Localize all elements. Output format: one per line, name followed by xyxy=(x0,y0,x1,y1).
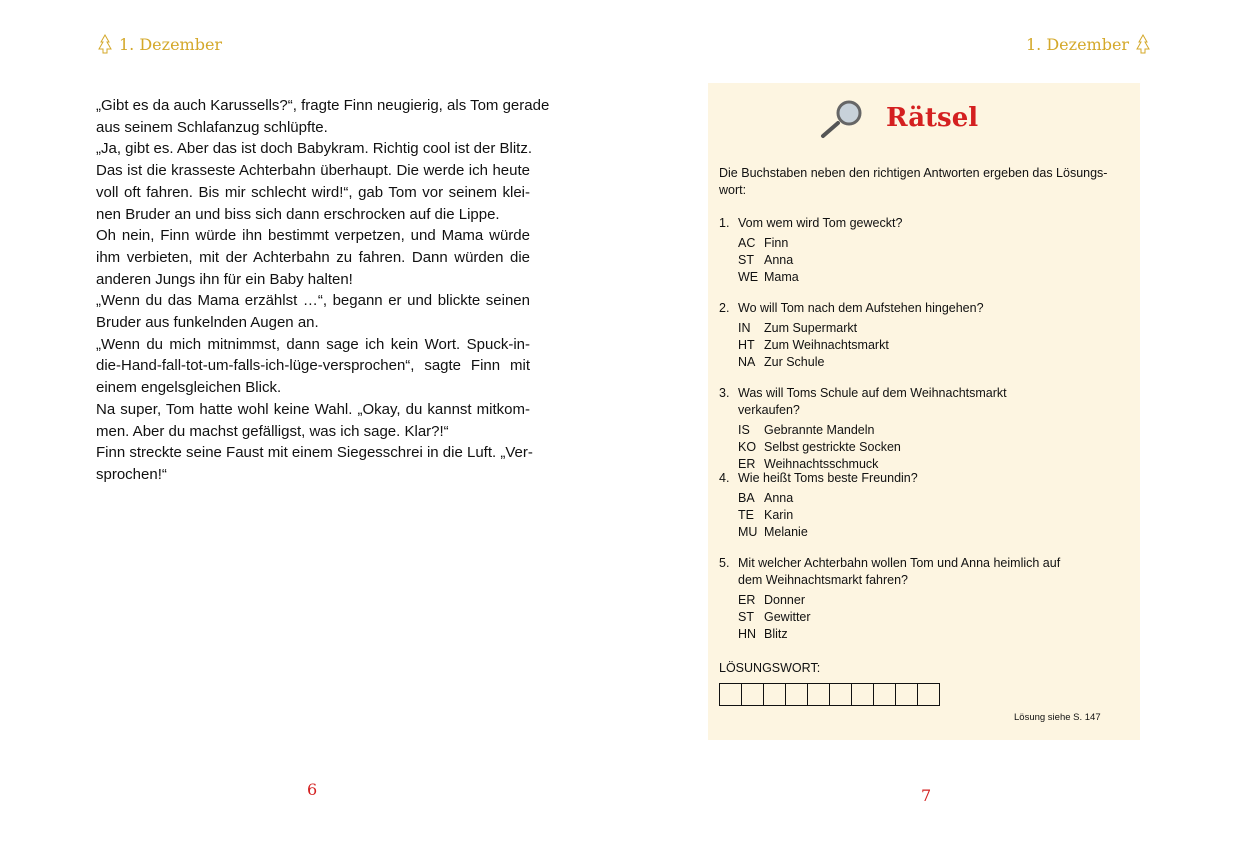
text-line: die-Hand-fall-tot-um-falls-ich-lüge-versprochen“, sagte Finn mit xyxy=(96,357,530,375)
question xyxy=(719,470,1129,541)
question-text: Wo will Tom nach dem Aufstehen hingehen? xyxy=(738,301,984,315)
answer-option xyxy=(719,626,1129,643)
text-line: sprochen!“ xyxy=(96,465,167,483)
left-header-text: 1. Dezember xyxy=(119,34,223,54)
option-code: ER xyxy=(738,593,756,607)
question-number: 1. xyxy=(719,216,730,230)
left-header xyxy=(97,34,222,54)
option-text: Selbst gestrickte Socken xyxy=(764,440,901,454)
text-line: „Wenn du das Mama erzählst …“, begann er und blickte seinen xyxy=(96,292,530,310)
option-text: Weihnachtsschmuck xyxy=(764,457,879,471)
answer-label: LÖSUNGSWORT: xyxy=(719,661,821,675)
option-text: Donner xyxy=(764,593,805,607)
option-text: Anna xyxy=(764,253,794,267)
option-text: Zur Schule xyxy=(764,355,825,369)
answer-option xyxy=(719,609,1129,626)
option-code: ST xyxy=(738,253,754,267)
answer-box[interactable] xyxy=(852,684,874,705)
right-header xyxy=(1026,34,1151,54)
answer-option xyxy=(719,320,1129,337)
text-line: men. Aber du machst gefälligst, was ich sage. Klar?!“ xyxy=(96,422,449,440)
answer-option xyxy=(719,337,1129,354)
puzzle-title: Rätsel xyxy=(886,103,979,133)
page-number-left: 6 xyxy=(307,780,318,799)
text-line: nen Bruder an und biss sich dann erschrocken auf die Lippe. xyxy=(96,205,500,223)
option-text: Blitz xyxy=(764,627,788,641)
text-line: voll oft fahren. Bis mir schlecht wird!“, gab Tom vor seinem klei- xyxy=(96,183,530,201)
question xyxy=(719,385,1129,473)
option-code: ST xyxy=(738,610,754,624)
option-text: Anna xyxy=(764,491,794,505)
question-number: 2. xyxy=(719,301,730,315)
option-code: NA xyxy=(738,355,756,369)
answer-option xyxy=(719,592,1129,609)
option-code: WE xyxy=(738,270,759,284)
text-line: einem engelsgleichen Blick. xyxy=(96,379,282,397)
puzzle-intro: Die Buchstaben neben den richtigen Antworten ergeben das Lösungs- wort: xyxy=(719,166,1108,197)
magnifier-icon xyxy=(818,99,866,141)
answer-box[interactable] xyxy=(764,684,786,705)
option-code: HT xyxy=(738,338,755,352)
option-text: Melanie xyxy=(764,525,808,539)
question-number: 3. xyxy=(719,386,730,400)
option-text: Zum Weihnachtsmarkt xyxy=(764,338,889,352)
answer-box[interactable] xyxy=(830,684,852,705)
answer-box[interactable] xyxy=(808,684,830,705)
option-text: Gewitter xyxy=(764,610,811,624)
answer-box[interactable] xyxy=(918,684,940,705)
answer-option xyxy=(719,422,1129,439)
option-code: KO xyxy=(738,440,757,454)
text-line: anderen Jungs ihn für ein Baby halten! xyxy=(96,270,353,288)
text-line: Na super, Tom hatte wohl keine Wahl. „Okay, du kannst mitkom- xyxy=(96,400,530,418)
answer-option xyxy=(719,490,1129,507)
option-code: IN xyxy=(738,321,751,335)
question-text: Was will Toms Schule auf dem Weihnachtsmarkt verkaufen? xyxy=(738,386,1007,417)
text-line: „Wenn du mich mitnimmst, dann sage ich kein Wort. Spuck-in- xyxy=(96,335,530,353)
tree-icon xyxy=(97,34,113,54)
answer-box[interactable] xyxy=(896,684,918,705)
question-text: Mit welcher Achterbahn wollen Tom und Anna heimlich auf dem Weihnachtsmarkt fahren? xyxy=(738,556,1061,587)
question-text: Wie heißt Toms beste Freundin? xyxy=(738,471,918,485)
question xyxy=(719,300,1129,371)
answer-option xyxy=(719,235,1129,252)
puzzle-box xyxy=(708,83,1140,740)
option-text: Zum Supermarkt xyxy=(764,321,858,335)
question-number: 4. xyxy=(719,471,730,485)
question xyxy=(719,555,1129,643)
option-code: BA xyxy=(738,491,755,505)
story-text xyxy=(96,95,550,486)
question-number: 5. xyxy=(719,556,730,570)
option-code: TE xyxy=(738,508,754,522)
option-text: Finn xyxy=(764,236,789,250)
answer-box[interactable] xyxy=(742,684,764,705)
option-code: HN xyxy=(738,627,757,641)
text-line: Bruder aus funkelnden Augen an. xyxy=(96,314,319,332)
answer-option xyxy=(719,507,1129,524)
option-code: ER xyxy=(738,457,756,471)
text-line: Das ist die krasseste Achterbahn überhaupt. Die werde ich heute xyxy=(96,162,530,180)
tree-icon xyxy=(1135,34,1151,54)
answer-box[interactable] xyxy=(874,684,896,705)
right-header-text: 1. Dezember xyxy=(1026,34,1130,54)
text-line: aus seinem Schlafanzug schlüpfte. xyxy=(96,118,328,136)
answer-option xyxy=(719,354,1129,371)
answer-grid[interactable] xyxy=(719,683,940,706)
option-code: IS xyxy=(738,423,750,437)
answer-box[interactable] xyxy=(786,684,808,705)
solution-reference: Lösung siehe S. 147 xyxy=(1014,712,1101,723)
answer-option xyxy=(719,524,1129,541)
answer-option xyxy=(719,269,1129,286)
answer-option xyxy=(719,439,1129,456)
question xyxy=(719,215,1129,286)
answer-box[interactable] xyxy=(720,684,742,705)
text-line: „Ja, gibt es. Aber das ist doch Babykram. Richtig cool ist der Blitz. xyxy=(96,140,533,158)
text-line: „Gibt es da auch Karussells?“, fragte Finn neugierig, als Tom gerade xyxy=(96,97,550,114)
text-line: ihm verbieten, mit der Achterbahn zu fahren. Dann würden die xyxy=(96,248,530,266)
question-text: Vom wem wird Tom geweckt? xyxy=(738,216,903,230)
option-text: Karin xyxy=(764,508,794,522)
text-line: Oh nein, Finn würde ihn bestimmt verpetzen, und Mama würde xyxy=(96,227,530,245)
answer-option xyxy=(719,252,1129,269)
option-text: Mama xyxy=(764,270,799,284)
option-code: AC xyxy=(738,236,756,250)
text-line: Finn streckte seine Faust mit einem Siegesschrei in die Luft. „Ver- xyxy=(96,444,533,462)
page-number-right: 7 xyxy=(921,786,932,805)
option-code: MU xyxy=(738,525,758,539)
option-text: Gebrannte Mandeln xyxy=(764,423,875,437)
